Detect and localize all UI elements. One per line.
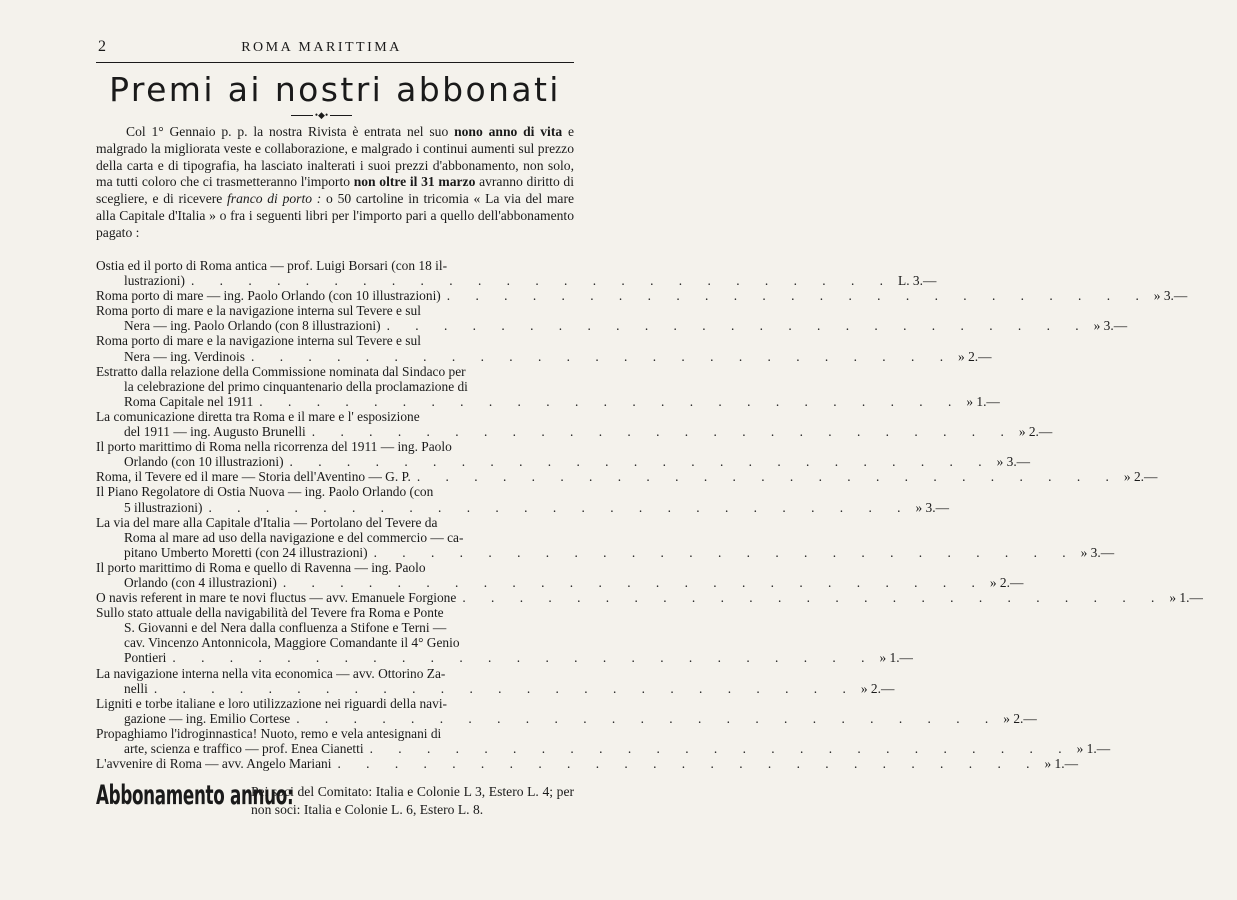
book-entry-text: Roma Capitale nel 1911 [124, 393, 254, 409]
book-entry-text: Nera — ing. Paolo Orlando (con 8 illustrazioni) [124, 318, 381, 334]
leader-dots: . . . . . . . . . . . . . . . . . . . . . . . . . [337, 756, 1041, 772]
book-entry-line [96, 605, 574, 620]
book-entry-text: Roma, il Tevere ed il mare — Storia dell'Aventino — G. P. [96, 469, 411, 485]
book-entry [96, 665, 895, 696]
book-entry [96, 725, 1111, 756]
book-entry-text: Roma porto di mare e la navigazione interna sul Tevere e sul [96, 303, 421, 319]
book-price: » 3.— [1153, 288, 1188, 304]
leader-dots: . . . . . . . . . . . . . . . . . . . . . . . . . [289, 454, 993, 470]
book-entry-line [96, 333, 574, 348]
book-entry-text: Nera — ing. Verdinois [124, 348, 245, 364]
book-entry-line [96, 258, 574, 273]
book-entry-line [96, 680, 895, 696]
book-entry-line [96, 650, 913, 666]
book-entry-line [96, 454, 1031, 470]
book-entry-text: Orlando (con 4 illustrazioni) [124, 574, 277, 590]
book-entry [96, 484, 949, 515]
book-entry [96, 469, 1158, 485]
page-number: 2 [98, 38, 106, 55]
book-entry-text: O navis referent in mare te novi fluctus — avv. Emanuele Forgione [96, 590, 457, 606]
running-header [0, 38, 643, 60]
book-entry [96, 408, 1053, 440]
book-price: » 2.— [860, 680, 895, 696]
book-entry-line [96, 574, 1024, 590]
book-entry-text: Ligniti e torbe italiane e loro utilizzazione nei riguardi della navi- [96, 695, 447, 711]
book-entry-line [96, 590, 1203, 606]
book-price: » 1.— [966, 393, 1000, 409]
book-entry-line [96, 726, 574, 741]
book-entry-line [96, 393, 1000, 409]
book-entry-line [96, 515, 574, 530]
book-entry-line [96, 364, 574, 379]
leader-dots: . . . . . . . . . . . . . . . . . . . . . . . . . [373, 544, 1077, 560]
book-entry [96, 363, 1000, 409]
intro-paragraph: Col 1° Gennaio p. p. la nostra Rivista è entrata nel suo nono anno di vita e malgrado la migliorata veste e collaborazione, e malgrado i continui aumenti sul prezzo della carta e di tipografia, ha lasciato inalterati i suoi prezzi d'abbonamento, non solo, ma tutti coloro che ci trasmetteranno l'importo non oltre il 31 marzo avranno diritto di scegliere, e di ricevere franco di porto : o 50 cartoline in tricomia « La via del mare alla Capitale d'Italia » o fra i seguenti libri per l'importo pari a quello dell'abbonamento pagato : [96, 124, 575, 240]
subscription-heading: Abbonamento annuo: [96, 780, 294, 811]
book-entry-line [96, 318, 1128, 334]
book-entry-line [96, 424, 1053, 440]
book-entry-line [96, 530, 574, 545]
book-entry-text: cav. Vincenzo Antonnicola, Maggiore Comandante il 4° Genio [124, 635, 460, 651]
book-entry-text: Ostia ed il porto di Roma antica — prof. Luigi Borsari (con 18 il- [96, 258, 448, 273]
book-entry [96, 303, 1128, 334]
leader-dots: . . . . . . . . . . . . . . . . . . . . . . . . . [311, 424, 1015, 440]
book-entry-text: la celebrazione del primo cinquantenario della proclamazione di [124, 378, 468, 394]
leader-dots: . . . . . . . . . . . . . . . . . . . . . . . . . [251, 348, 955, 364]
leader-dots: . . . . . . . . . . . . . . . . . . . . . . . . . [386, 318, 1090, 334]
book-price: L. 3.— [898, 273, 937, 289]
book-entry-text: La navigazione interna nella vita economica — avv. Ottorino Za- [96, 665, 446, 681]
book-entry-line [96, 484, 574, 499]
book-entry-text: del 1911 — ing. Augusto Brunelli [124, 424, 306, 440]
book-price: » 3.— [915, 499, 949, 515]
book-entry-text: Estratto dalla relazione della Commissione nominata dal Sindaco per [96, 363, 466, 379]
book-price: » 2.— [1003, 710, 1037, 726]
book-entry-line [96, 666, 574, 681]
book-price: » 1.— [1076, 741, 1111, 756]
book-entry-line [96, 710, 1037, 726]
leader-dots: . . . . . . . . . . . . . . . . . . . . . . . . . [462, 590, 1166, 606]
book-entry-text: Pontieri [124, 650, 167, 666]
book-entry [96, 288, 1188, 304]
leader-dots: . . . . . . . . . . . . . . . . . . . . . . . . . [190, 273, 895, 289]
book-price: » 1.— [1169, 590, 1203, 606]
book-entry-text: Propaghiamo l'idroginnastica! Nuoto, remo e vela antesignani di [96, 725, 442, 741]
book-entry-line [96, 273, 937, 289]
leader-dots: . . . . . . . . . . . . . . . . . . . . . . . . . [282, 574, 986, 590]
book-entry-line [96, 560, 574, 575]
book-entry-text: Roma porto di mare — ing. Paolo Orlando (con 10 illustrazioni) [96, 288, 441, 304]
book-price: » 1.— [1044, 756, 1078, 772]
book-entry-text: Roma al mare ad uso della navigazione e del commercio — ca- [124, 529, 464, 545]
leader-dots: . . . . . . . . . . . . . . . . . . . . . . . . . [259, 393, 963, 409]
book-entry-text: arte, scienza e traffico — prof. Enea Cianetti [124, 741, 364, 756]
leader-dots: . . . . . . . . . . . . . . . . . . . . . . . . . [208, 499, 912, 515]
book-price: » 1.— [879, 650, 913, 666]
subscription-box [96, 780, 574, 823]
book-entry-line [96, 409, 574, 424]
book-entry [96, 590, 1203, 606]
book-entry-line [96, 544, 1115, 560]
book-entry [96, 605, 913, 666]
book-entry-line [96, 303, 574, 318]
book-price: » 3.— [1093, 318, 1128, 334]
book-entry-line [96, 439, 574, 454]
book-entry-line [96, 756, 1078, 772]
book-entry-text: gazione — ing. Emilio Cortese [124, 710, 291, 726]
leader-dots: . . . . . . . . . . . . . . . . . . . . . . . . . [172, 650, 876, 666]
book-entry-line [96, 635, 574, 650]
book-entry-text: Roma porto di mare e la navigazione interna sul Tevere e sul [96, 333, 421, 349]
book-price: » 2.— [989, 574, 1024, 590]
book-entry-text: Il porto marittimo di Roma e quello di Ravenna — ing. Paolo [96, 559, 426, 575]
book-entry-line [96, 620, 574, 635]
book-list [96, 258, 1203, 772]
book-entry-text: S. Giovanni e del Nera dalla confluenza a Stifone e Terni — [124, 620, 447, 636]
book-entry-line [96, 469, 1158, 485]
leader-dots: . . . . . . . . . . . . . . . . . . . . . . . . . [369, 741, 1073, 756]
book-entry-text: 5 illustrazioni) [124, 499, 203, 515]
book-entry-text: Il Piano Regolatore di Ostia Nuova — ing. Paolo Orlando (con [96, 484, 434, 500]
book-entry-line [96, 696, 574, 711]
book-entry-text: lustrazioni) [124, 273, 185, 289]
book-entry-text: Orlando (con 10 illustrazioni) [124, 454, 284, 470]
ornament-divider: •◆• [0, 110, 643, 121]
book-entry [96, 756, 1078, 772]
page-title: Premi ai nostri abbonati [109, 70, 561, 109]
leader-dots: . . . . . . . . . . . . . . . . . . . . . . . . . [153, 680, 857, 696]
header-rule [96, 62, 574, 63]
book-entry-line [96, 288, 1188, 304]
book-entry-line [96, 741, 1111, 756]
book-entry [96, 695, 1037, 726]
book-entry-text: La comunicazione diretta tra Roma e il mare e l' esposizione [96, 408, 420, 424]
book-entry-text: L'avvenire di Roma — avv. Angelo Mariani [96, 756, 332, 772]
book-entry-text: nelli [124, 680, 148, 696]
book-price: » 3.— [1080, 544, 1115, 560]
book-entry-line [96, 499, 949, 515]
subscription-text: Pei soci del Comitato: Italia e Colonie L 3, Estero L. 4; per non soci: Italia e Colonie L. 6, Estero L. 8. [251, 784, 574, 817]
book-price: » 2.— [958, 348, 992, 364]
book-price: » 3.— [996, 454, 1031, 470]
book-entry-text: pitano Umberto Moretti (con 24 illustrazioni) [124, 544, 368, 560]
book-price: » 2.— [1018, 424, 1053, 440]
book-entry-text: Il porto marittimo di Roma nella ricorrenza del 1911 — ing. Paolo [96, 439, 452, 455]
book-price: » 2.— [1123, 469, 1158, 485]
book-entry-line [96, 348, 992, 364]
leader-dots: . . . . . . . . . . . . . . . . . . . . . . . . . [446, 288, 1150, 304]
book-entry-text: La via del mare alla Capitale d'Italia — Portolano del Tevere da [96, 514, 438, 530]
running-title: ROMA MARITTIMA [241, 40, 402, 55]
book-entry [96, 333, 992, 364]
book-entry-text: Sullo stato attuale della navigabilità del Tevere fra Roma e Ponte [96, 605, 444, 621]
book-entry [96, 439, 1031, 470]
book-entry-line [96, 379, 574, 394]
leader-dots: . . . . . . . . . . . . . . . . . . . . . . . . . [416, 469, 1120, 485]
leader-dots: . . . . . . . . . . . . . . . . . . . . . . . . . [296, 710, 1000, 726]
book-entry [96, 514, 1115, 560]
book-entry [96, 258, 937, 289]
book-entry [96, 559, 1024, 590]
